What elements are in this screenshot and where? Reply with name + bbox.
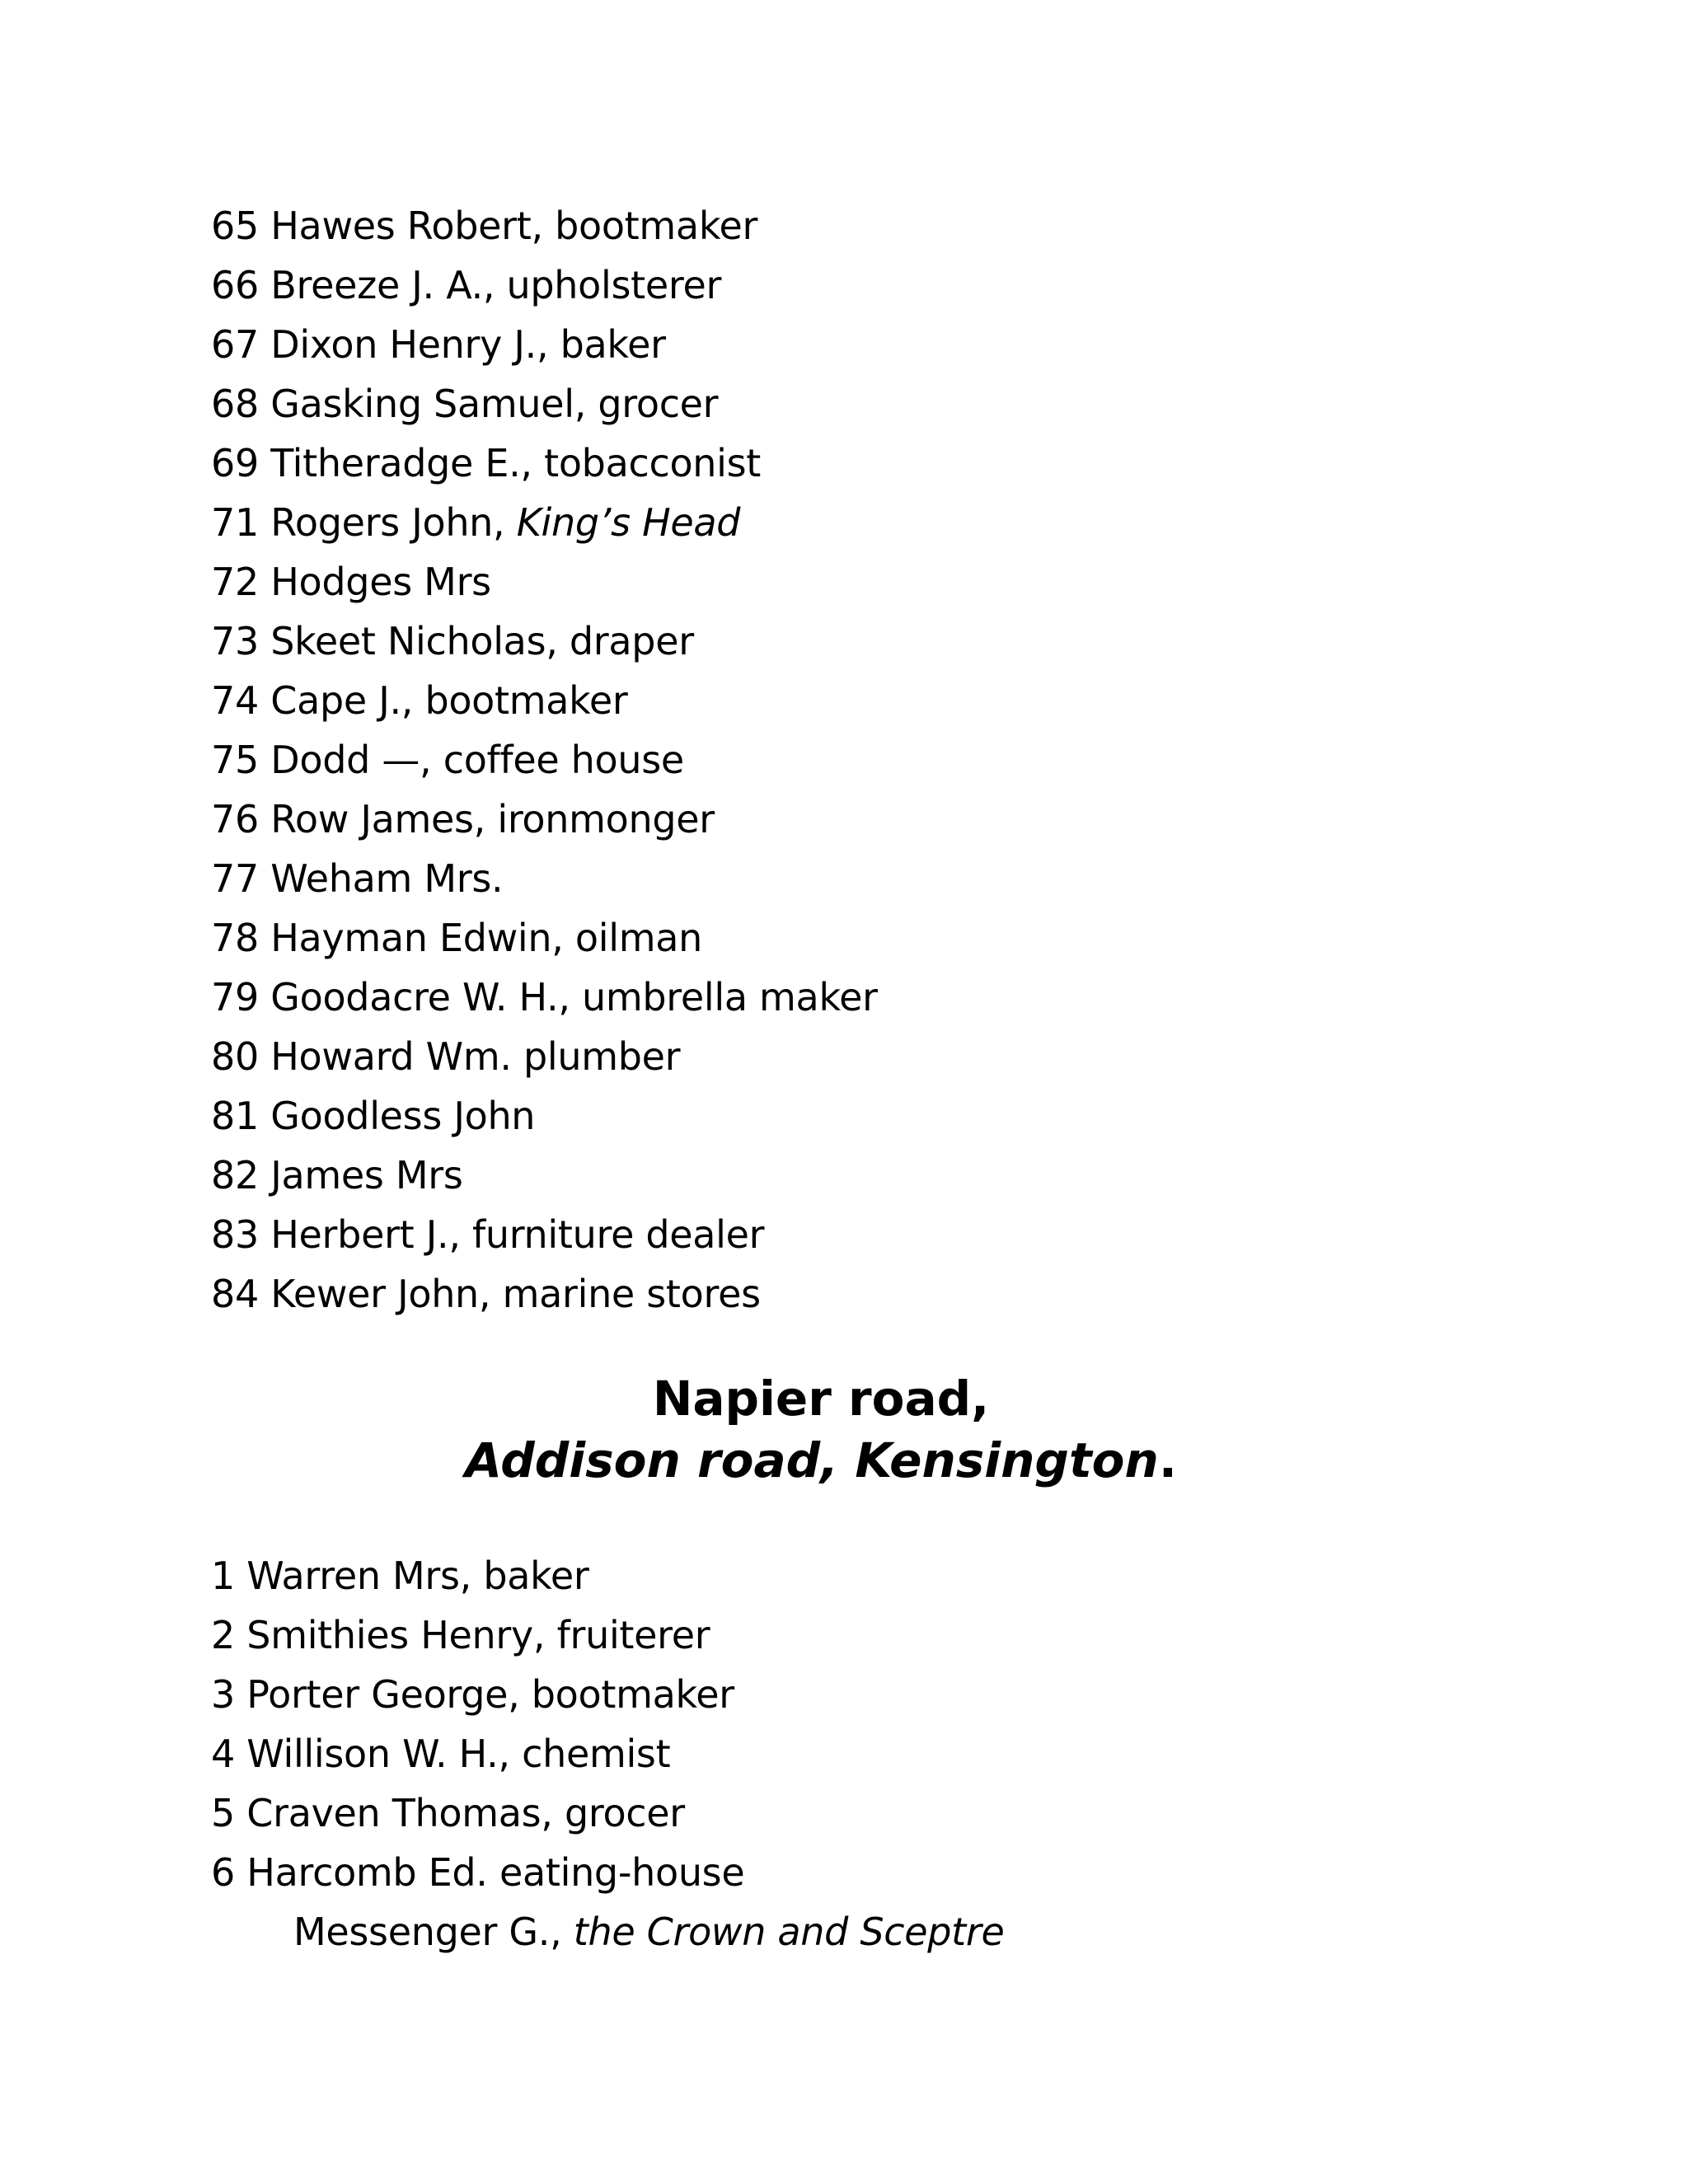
street-name: Napier road, — [652, 1371, 990, 1427]
list-item — [211, 968, 878, 1027]
trade: chemist — [522, 1732, 671, 1776]
list-item — [211, 1783, 1005, 1843]
occupant-name: Dixon Henry J., — [270, 322, 549, 367]
occupant-name: Harcomb Ed. — [246, 1850, 488, 1895]
street-listing-top — [211, 196, 878, 1324]
list-item — [211, 790, 878, 849]
house-number: 80 — [211, 1034, 259, 1079]
house-number: 75 — [211, 738, 259, 782]
list-item — [211, 1264, 878, 1324]
trade: draper — [569, 619, 694, 663]
list-item — [211, 849, 878, 908]
house-number: 83 — [211, 1212, 259, 1257]
trade: baker — [483, 1554, 589, 1598]
list-item — [211, 671, 878, 730]
trade: the Crown and Sceptre — [573, 1910, 1005, 1954]
house-number: 3 — [211, 1672, 235, 1717]
house-number: 65 — [211, 204, 259, 248]
heading-period: . — [1158, 1432, 1177, 1488]
list-item — [211, 908, 878, 968]
list-item — [211, 1724, 1005, 1783]
list-item-continuation — [211, 1902, 1005, 1961]
occupant-name: Dodd —, — [270, 738, 432, 782]
occupant-name: Smithies Henry, — [246, 1613, 546, 1657]
list-item — [211, 255, 878, 315]
list-item — [211, 612, 878, 671]
trade: fruiterer — [556, 1613, 710, 1657]
house-number: 66 — [211, 263, 259, 307]
house-number: 79 — [211, 975, 259, 1019]
trade: bootmaker — [531, 1672, 734, 1717]
occupant-name: Titheradge E., — [270, 441, 532, 485]
trade: umbrella maker — [582, 975, 878, 1019]
occupant-name: Howard Wm. — [270, 1034, 512, 1079]
trade: plumber — [523, 1034, 681, 1079]
occupant-name: Gasking Samuel, — [270, 382, 587, 426]
house-number: 68 — [211, 382, 259, 426]
trade: furniture dealer — [471, 1212, 765, 1257]
list-item — [211, 434, 878, 493]
occupant-name: Rogers John, — [270, 500, 505, 545]
house-number: 71 — [211, 500, 259, 545]
trade: eating-house — [499, 1850, 745, 1895]
trade: oilman — [574, 916, 702, 960]
list-item — [211, 1027, 878, 1086]
occupant-name: Warren Mrs, — [246, 1554, 471, 1598]
occupant-name: Porter George, — [246, 1672, 520, 1717]
house-number: 6 — [211, 1850, 235, 1895]
occupant-name: Herbert J., — [270, 1212, 461, 1257]
list-item — [211, 1205, 878, 1264]
house-number: 2 — [211, 1613, 235, 1657]
occupant-name: James Mrs — [270, 1153, 463, 1197]
occupant-name: Hodges Mrs — [270, 560, 491, 604]
house-number: 69 — [211, 441, 259, 485]
house-number: 81 — [211, 1094, 259, 1138]
trade: bootmaker — [424, 678, 628, 723]
house-number: 5 — [211, 1791, 235, 1835]
trade: grocer — [598, 382, 719, 426]
list-item — [211, 374, 878, 434]
house-number: 77 — [211, 856, 259, 901]
list-item — [211, 1605, 1005, 1665]
occupant-name: Willison W. H., — [246, 1732, 510, 1776]
trade: ironmonger — [497, 797, 715, 841]
occupant-name: Skeet Nicholas, — [270, 619, 558, 663]
list-item — [211, 196, 878, 255]
list-item — [211, 315, 878, 374]
house-number: 1 — [211, 1554, 235, 1598]
house-number: 72 — [211, 560, 259, 604]
occupant-name: Hawes Robert, — [270, 204, 543, 248]
list-item — [211, 1146, 878, 1205]
street-listing-bottom — [211, 1546, 1005, 1961]
trade: tobacconist — [544, 441, 762, 485]
trade: grocer — [564, 1791, 685, 1835]
list-item — [211, 552, 878, 612]
occupant-name: Goodless John — [270, 1094, 536, 1138]
location-name: Addison road, Kensington — [465, 1432, 1159, 1488]
occupant-name: Breeze J. A., — [270, 263, 495, 307]
occupant-name: Cape J., — [270, 678, 414, 723]
trade: bootmaker — [555, 204, 758, 248]
occupant-name: Craven Thomas, — [246, 1791, 553, 1835]
list-item — [211, 730, 878, 790]
list-item — [211, 1086, 878, 1146]
section-heading-street — [0, 1368, 1665, 1429]
occupant-name: Messenger G., — [293, 1910, 562, 1954]
trade: coffee house — [443, 738, 684, 782]
occupant-name: Goodacre W. H., — [270, 975, 570, 1019]
house-number: 78 — [211, 916, 259, 960]
list-item — [211, 493, 878, 552]
house-number: 73 — [211, 619, 259, 663]
occupant-name: Weham Mrs. — [270, 856, 504, 901]
trade: King’s Head — [516, 500, 741, 545]
house-number: 67 — [211, 322, 259, 367]
list-item — [211, 1546, 1005, 1605]
house-number: 82 — [211, 1153, 259, 1197]
occupant-name: Row James, — [270, 797, 486, 841]
house-number: 76 — [211, 797, 259, 841]
house-number: 74 — [211, 678, 259, 723]
occupant-name: Kewer John, — [270, 1272, 491, 1316]
list-item — [211, 1665, 1005, 1724]
section-heading-location — [0, 1430, 1665, 1491]
occupant-name: Hayman Edwin, — [270, 916, 564, 960]
trade: baker — [560, 322, 666, 367]
list-item — [211, 1843, 1005, 1902]
house-number: 4 — [211, 1732, 235, 1776]
house-number: 84 — [211, 1272, 259, 1316]
trade: upholsterer — [506, 263, 722, 307]
trade: marine stores — [502, 1272, 761, 1316]
